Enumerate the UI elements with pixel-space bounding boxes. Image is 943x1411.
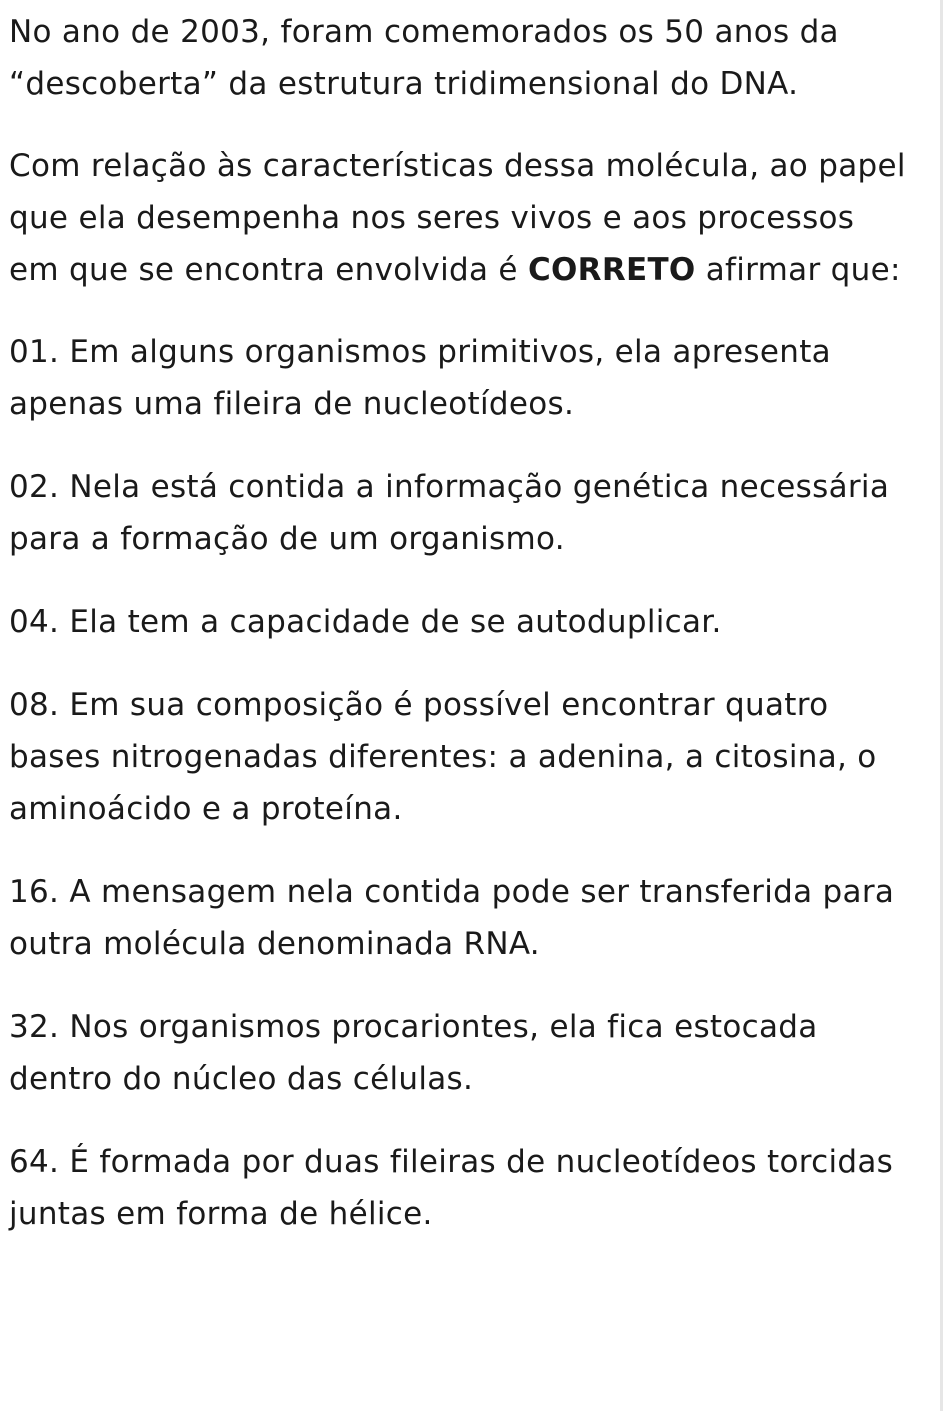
option-32: 32. Nos organismos procariontes, ela fica estocada dentro do núcleo das células. bbox=[9, 1009, 818, 1097]
question-statement bbox=[9, 140, 909, 296]
option-64: 64. É formada por duas fileiras de nucleotídeos torcidas juntas em forma de hélice. bbox=[9, 1144, 894, 1232]
intro-paragraph: No ano de 2003, foram comemorados os 50 anos da “descoberta” da estrutura tridimensional do DNA. bbox=[9, 14, 839, 102]
option-01: 01. Em alguns organismos primitivos, ela apresenta apenas uma fileira de nucleotídeos. bbox=[9, 334, 831, 422]
option-02: 02. Nela está contida a informação genética necessária para a formação de um organismo. bbox=[9, 469, 890, 557]
option-04: 04. Ela tem a capacidade de se autoduplicar. bbox=[9, 604, 722, 640]
question-document bbox=[9, 6, 909, 1271]
option-16: 16. A mensagem nela contida pode ser transferida para outra molécula denominada RNA. bbox=[9, 874, 895, 962]
option-08: 08. Em sua composição é possível encontrar quatro bases nitrogenadas diferentes: a adenina, a citosina, o aminoácido e a proteína. bbox=[9, 687, 877, 827]
emphasis-correct: CORRETO bbox=[527, 252, 696, 288]
question-statement-text: Com relação às características dessa molécula, ao papel que ela desempenha nos seres vivos e aos processos em que se encontra envolvida é bbox=[9, 148, 906, 288]
question-statement-end: afirmar que: bbox=[695, 252, 901, 288]
